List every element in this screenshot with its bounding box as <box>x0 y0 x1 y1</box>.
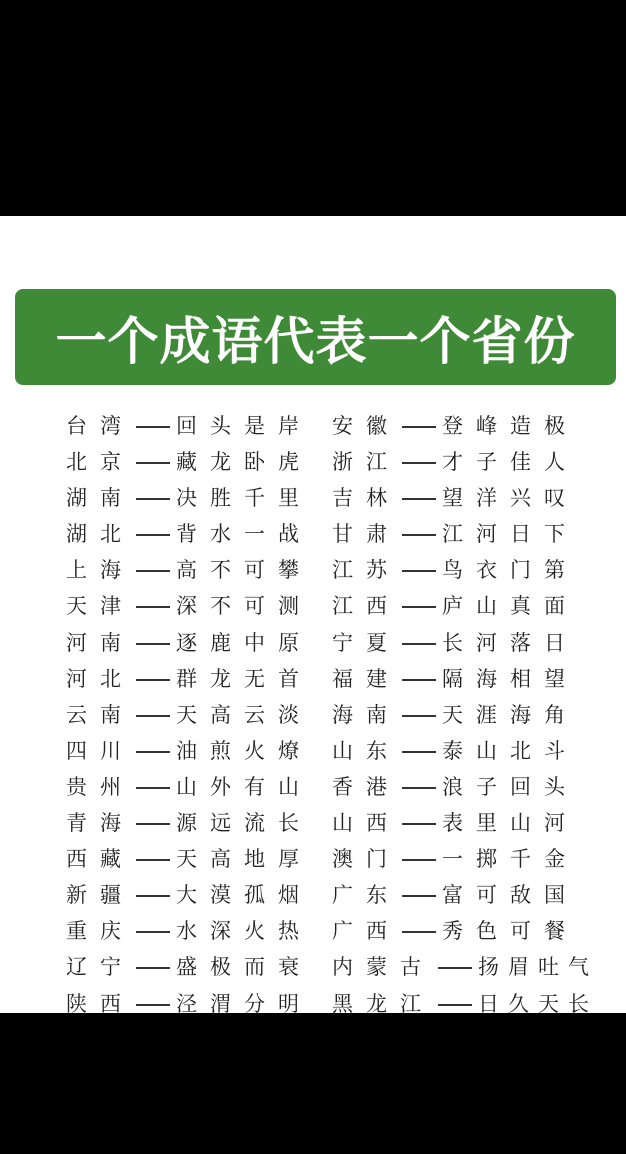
idiom-text: 群龙无首 <box>176 666 312 691</box>
idiom-text: 泾渭分明 <box>176 991 312 1016</box>
dash-separator <box>402 895 436 897</box>
dash-separator <box>136 823 170 825</box>
province-name: 天津 <box>66 594 134 619</box>
right-entry <box>332 877 622 913</box>
province-name: 重庆 <box>66 919 134 944</box>
dash-separator <box>136 931 170 933</box>
page-title: 一个成语代表一个省份 <box>55 313 576 372</box>
dash-separator <box>136 895 170 897</box>
list-row <box>0 877 626 913</box>
right-entry <box>332 516 622 552</box>
left-entry <box>66 769 316 805</box>
province-name: 甘肃 <box>332 522 400 547</box>
province-name: 北京 <box>66 450 134 475</box>
idiom-text: 天高地厚 <box>176 847 312 872</box>
idiom-text: 一掷千金 <box>442 847 578 872</box>
left-entry <box>66 733 316 769</box>
right-entry <box>332 733 622 769</box>
dash-separator <box>136 570 170 572</box>
province-name: 安徽 <box>332 414 400 438</box>
dash-separator <box>136 426 170 428</box>
list-row <box>0 986 626 1022</box>
province-name: 河南 <box>66 630 134 655</box>
province-name: 辽宁 <box>66 955 134 980</box>
dash-separator <box>136 498 170 500</box>
dash-separator <box>136 751 170 753</box>
dash-separator <box>136 787 170 789</box>
province-name: 香港 <box>332 774 400 799</box>
left-entry <box>66 913 316 949</box>
dash-separator <box>402 715 436 717</box>
dash-separator <box>402 679 436 681</box>
province-name: 黑龙江 <box>332 991 434 1016</box>
province-name: 西藏 <box>66 847 134 872</box>
list-row <box>0 408 626 444</box>
province-name: 广东 <box>332 883 400 908</box>
left-entry <box>66 986 316 1022</box>
province-name: 青海 <box>66 811 134 836</box>
right-entry <box>332 986 622 1022</box>
province-name: 山东 <box>332 738 400 763</box>
dash-separator <box>402 751 436 753</box>
idiom-text: 逐鹿中原 <box>176 630 312 655</box>
dash-separator <box>136 679 170 681</box>
list-row <box>0 625 626 661</box>
list-row <box>0 949 626 985</box>
dash-separator <box>402 643 436 645</box>
top-black-bar <box>0 0 626 216</box>
right-entry <box>332 661 622 697</box>
idiom-text: 水深火热 <box>176 919 312 944</box>
dash-separator <box>438 967 472 969</box>
province-name: 宁夏 <box>332 630 400 655</box>
list-row <box>0 697 626 733</box>
list-row <box>0 913 626 949</box>
list-row <box>0 661 626 697</box>
idiom-text: 庐山真面 <box>442 594 578 619</box>
dash-separator <box>136 859 170 861</box>
left-entry <box>66 949 316 985</box>
dash-separator <box>402 787 436 789</box>
right-entry <box>332 697 622 733</box>
idiom-text: 浪子回头 <box>442 774 578 799</box>
left-entry <box>66 805 316 841</box>
dash-separator <box>438 1004 472 1006</box>
idiom-text: 油煎火燎 <box>176 738 312 763</box>
right-entry <box>332 841 622 877</box>
list-row <box>0 805 626 841</box>
idiom-text: 天高云淡 <box>176 702 312 727</box>
right-entry <box>332 913 622 949</box>
province-name: 海南 <box>332 702 400 727</box>
dash-separator <box>136 643 170 645</box>
right-entry <box>332 408 622 444</box>
list-row <box>0 552 626 588</box>
idiom-text: 深不可测 <box>176 594 312 619</box>
idiom-text: 秀色可餐 <box>442 919 578 944</box>
idiom-text: 隔海相望 <box>442 666 578 691</box>
idiom-text: 望洋兴叹 <box>442 486 578 511</box>
idiom-list <box>0 408 626 1022</box>
list-row <box>0 516 626 552</box>
list-row <box>0 588 626 624</box>
idiom-text: 背水一战 <box>176 522 312 547</box>
province-name: 福建 <box>332 666 400 691</box>
province-name: 江苏 <box>332 558 400 583</box>
right-entry <box>332 805 622 841</box>
province-name: 浙江 <box>332 450 400 475</box>
idiom-text: 长河落日 <box>442 630 578 655</box>
list-row <box>0 480 626 516</box>
idiom-text: 扬眉吐气 <box>478 955 598 980</box>
list-row <box>0 841 626 877</box>
idiom-text: 泰山北斗 <box>442 738 578 763</box>
province-name: 台湾 <box>66 414 134 438</box>
right-entry <box>332 552 622 588</box>
left-entry <box>66 877 316 913</box>
province-name: 云南 <box>66 702 134 727</box>
left-entry <box>66 588 316 624</box>
province-name: 上海 <box>66 558 134 583</box>
idiom-text: 大漠孤烟 <box>176 883 312 908</box>
dash-separator <box>402 823 436 825</box>
left-entry <box>66 841 316 877</box>
left-entry <box>66 444 316 480</box>
idiom-text: 高不可攀 <box>176 558 312 583</box>
dash-separator <box>402 534 436 536</box>
left-entry <box>66 516 316 552</box>
province-name: 吉林 <box>332 486 400 511</box>
idiom-text: 山外有山 <box>176 774 312 799</box>
left-entry <box>66 625 316 661</box>
idiom-text: 决胜千里 <box>176 486 312 511</box>
right-entry <box>332 444 622 480</box>
province-name: 内蒙古 <box>332 955 434 980</box>
province-name: 湖北 <box>66 522 134 547</box>
dash-separator <box>136 606 170 608</box>
idiom-text: 藏龙卧虎 <box>176 450 312 475</box>
left-entry <box>66 661 316 697</box>
province-name: 江西 <box>332 594 400 619</box>
list-row <box>0 733 626 769</box>
province-name: 四川 <box>66 738 134 763</box>
province-name: 河北 <box>66 666 134 691</box>
dash-separator <box>402 606 436 608</box>
list-row <box>0 769 626 805</box>
dash-separator <box>136 462 170 464</box>
dash-separator <box>402 462 436 464</box>
dash-separator <box>402 859 436 861</box>
left-entry <box>66 408 316 444</box>
dash-separator <box>402 426 436 428</box>
left-entry <box>66 697 316 733</box>
right-entry <box>332 769 622 805</box>
dash-separator <box>402 498 436 500</box>
idiom-text: 才子佳人 <box>442 450 578 475</box>
left-entry <box>66 480 316 516</box>
province-name: 湖南 <box>66 486 134 511</box>
province-name: 贵州 <box>66 774 134 799</box>
idiom-text: 登峰造极 <box>442 414 578 438</box>
idiom-text: 源远流长 <box>176 811 312 836</box>
idiom-text: 天涯海角 <box>442 702 578 727</box>
right-entry <box>332 588 622 624</box>
idiom-text: 江河日下 <box>442 522 578 547</box>
left-entry <box>66 552 316 588</box>
dash-separator <box>402 570 436 572</box>
dash-separator <box>136 534 170 536</box>
province-name: 山西 <box>332 811 400 836</box>
province-name: 澳门 <box>332 847 400 872</box>
right-entry <box>332 480 622 516</box>
province-name: 广西 <box>332 919 400 944</box>
dash-separator <box>136 967 170 969</box>
idiom-text: 回头是岸 <box>176 414 312 438</box>
idiom-text: 鸟衣门第 <box>442 558 578 583</box>
list-row <box>0 444 626 480</box>
idiom-text: 日久天长 <box>478 991 598 1016</box>
dash-separator <box>136 1004 170 1006</box>
province-name: 新疆 <box>66 883 134 908</box>
idiom-text: 富可敌国 <box>442 883 578 908</box>
idiom-text: 盛极而衰 <box>176 955 312 980</box>
title-banner <box>15 289 616 385</box>
idiom-text: 表里山河 <box>442 811 578 836</box>
dash-separator <box>136 715 170 717</box>
right-entry <box>332 625 622 661</box>
right-entry <box>332 949 622 985</box>
province-name: 陕西 <box>66 991 134 1016</box>
dash-separator <box>402 931 436 933</box>
bottom-black-bar <box>0 1013 626 1154</box>
